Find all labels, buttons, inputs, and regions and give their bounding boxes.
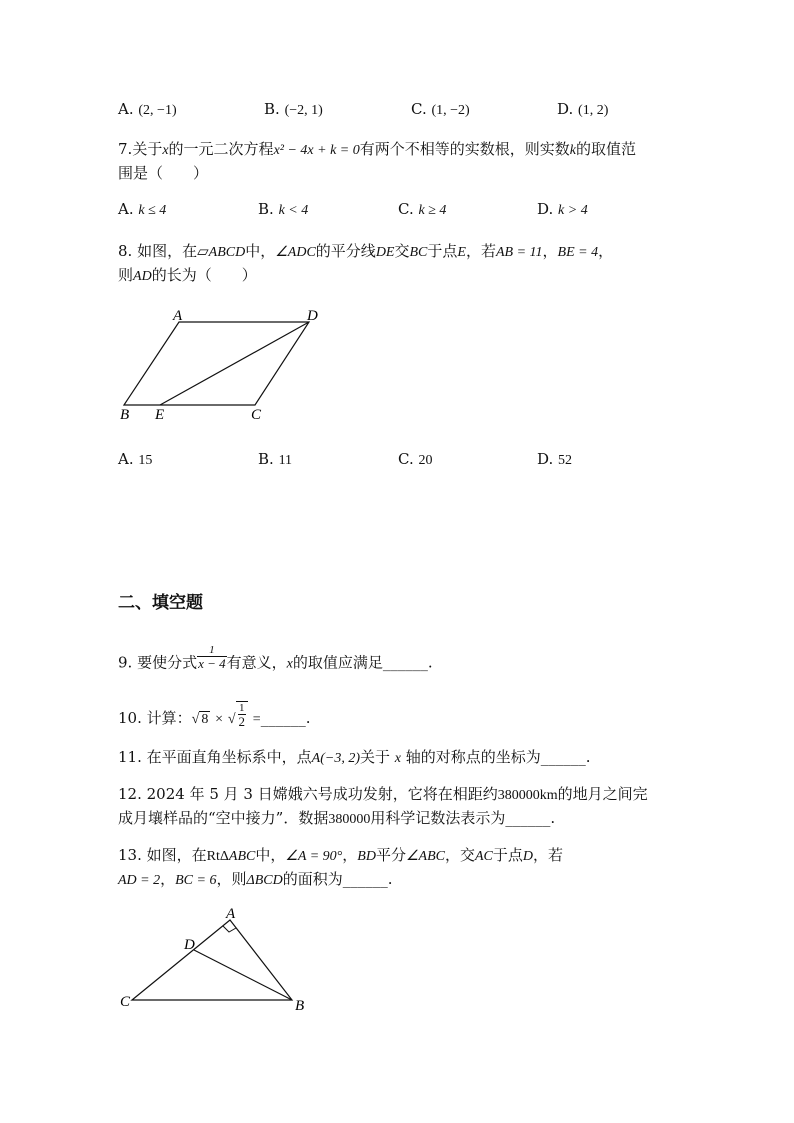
q8-figure-parallelogram [112, 300, 342, 425]
q8-stem-line1: 8. 如图，在▱ABCD中，∠ADC的平分线DE交BC于点E，若AB = 11，BE = 4， [118, 242, 614, 260]
q7-option-a: A. k ≤ 4 [118, 200, 167, 218]
section-title: 二、填空题 [118, 593, 203, 613]
label-a: A [226, 906, 236, 922]
q8-stem-line2: 则AD的长为（ ） [118, 266, 257, 284]
label-c: C [251, 407, 262, 423]
q12-stem-line1: 12. 2024 年 5 月 3 日嫦娥六号成功发射，它将在相距约380000km的地月之间完 [118, 785, 648, 803]
label-d: D [184, 937, 195, 953]
label-b: B [120, 407, 130, 423]
q13-stem-line1: 13. 如图，在RtΔABC中，∠A = 90°，BD平分∠ABC，交AC于点D，若 [118, 846, 564, 864]
q13-figure-triangle [112, 900, 322, 1015]
label-d: D [307, 308, 318, 324]
q6-option-d: D. (1, 2) [557, 100, 609, 118]
q12-stem-line2: 成月壤样品的“空中接力”．数据380000用科学记数法表示为______. [118, 809, 556, 827]
q9-stem: 9. 要使分式 $\frac{1}{x - 4}$ 有意义，x的取值应满足______. [118, 644, 433, 672]
q7-option-c: C. k ≥ 4 [398, 200, 447, 218]
q7-stem-line2: 围是（ ） [118, 164, 209, 182]
label-a: A [173, 308, 183, 324]
q6-option-b: B. (−2, 1) [264, 100, 323, 118]
segment-bd [194, 950, 292, 1000]
label-e: E [155, 407, 165, 423]
q9-fraction: $\frac{1}{x - 4}$ [198, 644, 226, 671]
parallelogram-symbol: ▱ [197, 242, 209, 260]
q10-stem: 10. 计算：√ 8 × √ $\frac{1}{2}$ =______. [118, 702, 311, 729]
right-angle-mark [223, 926, 236, 932]
q13-answer-blank: ______. [342, 870, 393, 888]
q8-option-d: D. 52 [537, 450, 573, 468]
q6-option-c: C. (1, −2) [411, 100, 470, 118]
label-b: B [295, 998, 305, 1014]
q8-option-a: A. 15 [118, 450, 153, 468]
label-c: C [120, 994, 131, 1010]
q12-answer-blank: ______. [505, 809, 556, 827]
q8-option-c: C. 20 [398, 450, 433, 468]
q8-option-b: B. 11 [258, 450, 293, 468]
q10-sqrt-fraction: $\frac{1}{2}$ [236, 701, 249, 729]
q7-option-b: B. k < 4 [258, 200, 309, 218]
q10-answer-blank: ______. [260, 709, 311, 727]
q7-option-d: D. k > 4 [537, 200, 588, 218]
q7-stem-line1: 7.关于x的一元二次方程x² − 4x + k = 0有两个不相等的实数根，则实数k的取值范 [118, 140, 636, 158]
q11-answer-blank: ______. [540, 748, 591, 766]
q9-answer-blank: ______. [382, 653, 433, 672]
q13-stem-line2: AD = 2，BC = 6，则ΔBCD的面积为______. [118, 870, 393, 888]
q11-stem: 11. 在平面直角坐标系中，点A(−3, 2)关于 x 轴的对称点的坐标为______. [118, 748, 591, 766]
q6-option-a: A. (2, −1) [118, 100, 177, 118]
segment-de [160, 322, 309, 405]
parallelogram-shape [124, 322, 309, 405]
